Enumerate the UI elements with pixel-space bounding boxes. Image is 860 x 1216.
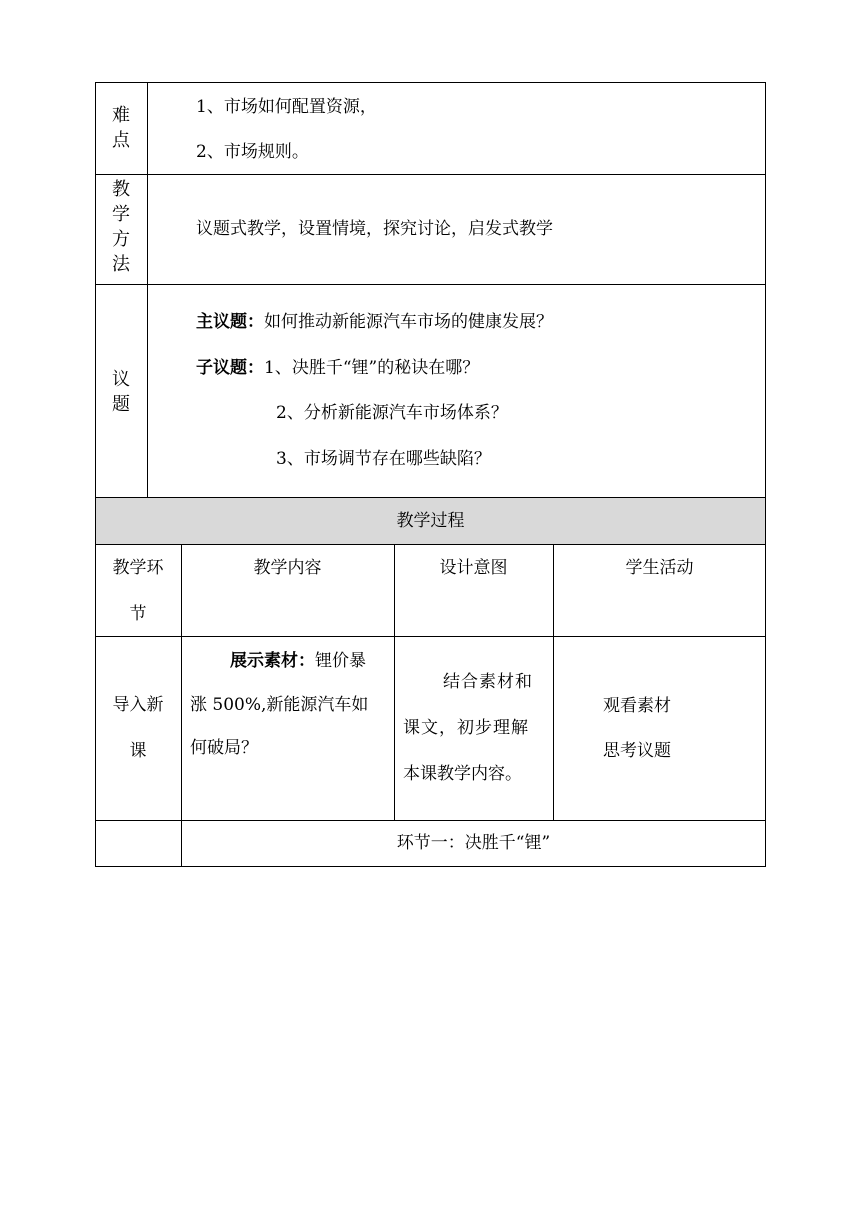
section-one-label: 环节一：决胜千“锂” bbox=[396, 833, 551, 853]
content-label: 展示素材： bbox=[230, 651, 315, 671]
process-table bbox=[95, 497, 766, 867]
header-content: 教学内容 bbox=[253, 558, 322, 578]
header-intent: 设计意图 bbox=[439, 558, 508, 578]
difficulty-label: 难 点 bbox=[112, 105, 130, 151]
column-divider bbox=[181, 544, 182, 867]
method-label: 教 学 方 法 bbox=[112, 179, 130, 275]
difficulty-item-1: 1、市场如何配置资源， bbox=[196, 97, 377, 117]
method-text: 议题式教学，设置情境，探究讨论，启发式教学 bbox=[196, 219, 553, 239]
main-topic-label: 主议题： bbox=[196, 312, 264, 332]
row-divider bbox=[95, 284, 766, 285]
row-divider bbox=[95, 820, 766, 821]
row-divider bbox=[95, 544, 766, 545]
stage-intro-line2: 课 bbox=[129, 741, 147, 761]
sub-topic-item-3: 3、市场调节存在哪些缺陷？ bbox=[276, 449, 491, 469]
sub-topic-label: 子议题： bbox=[196, 358, 264, 378]
label-column-divider bbox=[147, 82, 148, 498]
main-topic-line bbox=[196, 311, 553, 333]
row-divider bbox=[95, 636, 766, 637]
header-stage-line1: 教学环 bbox=[112, 558, 164, 578]
activity-line1: 观看素材 bbox=[603, 696, 671, 716]
process-title: 教学过程 bbox=[396, 511, 465, 531]
content-line1-rest: 锂价暴 bbox=[315, 651, 366, 671]
content-line2: 涨 500%,新能源汽车如 bbox=[190, 695, 369, 715]
sub-topic-item-1: 1、决胜千“锂”的秘诀在哪？ bbox=[264, 358, 480, 378]
column-divider bbox=[394, 544, 395, 820]
intent-line3: 本课教学内容。 bbox=[403, 764, 522, 784]
sub-topic-line-1 bbox=[196, 357, 479, 379]
intent-line1: 结合素材和 bbox=[443, 672, 533, 692]
topic-label: 议 题 bbox=[112, 369, 130, 415]
intent-line2: 课文，初步理解 bbox=[403, 718, 529, 738]
header-stage-line2: 节 bbox=[129, 604, 147, 624]
content-line1 bbox=[230, 650, 366, 672]
activity-line2: 思考议题 bbox=[603, 741, 671, 761]
sub-topic-item-2: 2、分析新能源汽车市场体系？ bbox=[276, 403, 508, 423]
header-activity: 学生活动 bbox=[625, 558, 694, 578]
content-line3: 何破局？ bbox=[190, 738, 258, 758]
row-divider bbox=[95, 174, 766, 175]
main-topic-text: 如何推动新能源汽车市场的健康发展？ bbox=[264, 312, 553, 332]
difficulty-item-2: 2、市场规则。 bbox=[196, 142, 309, 162]
column-divider bbox=[553, 544, 554, 820]
stage-intro-line1: 导入新 bbox=[112, 695, 164, 715]
